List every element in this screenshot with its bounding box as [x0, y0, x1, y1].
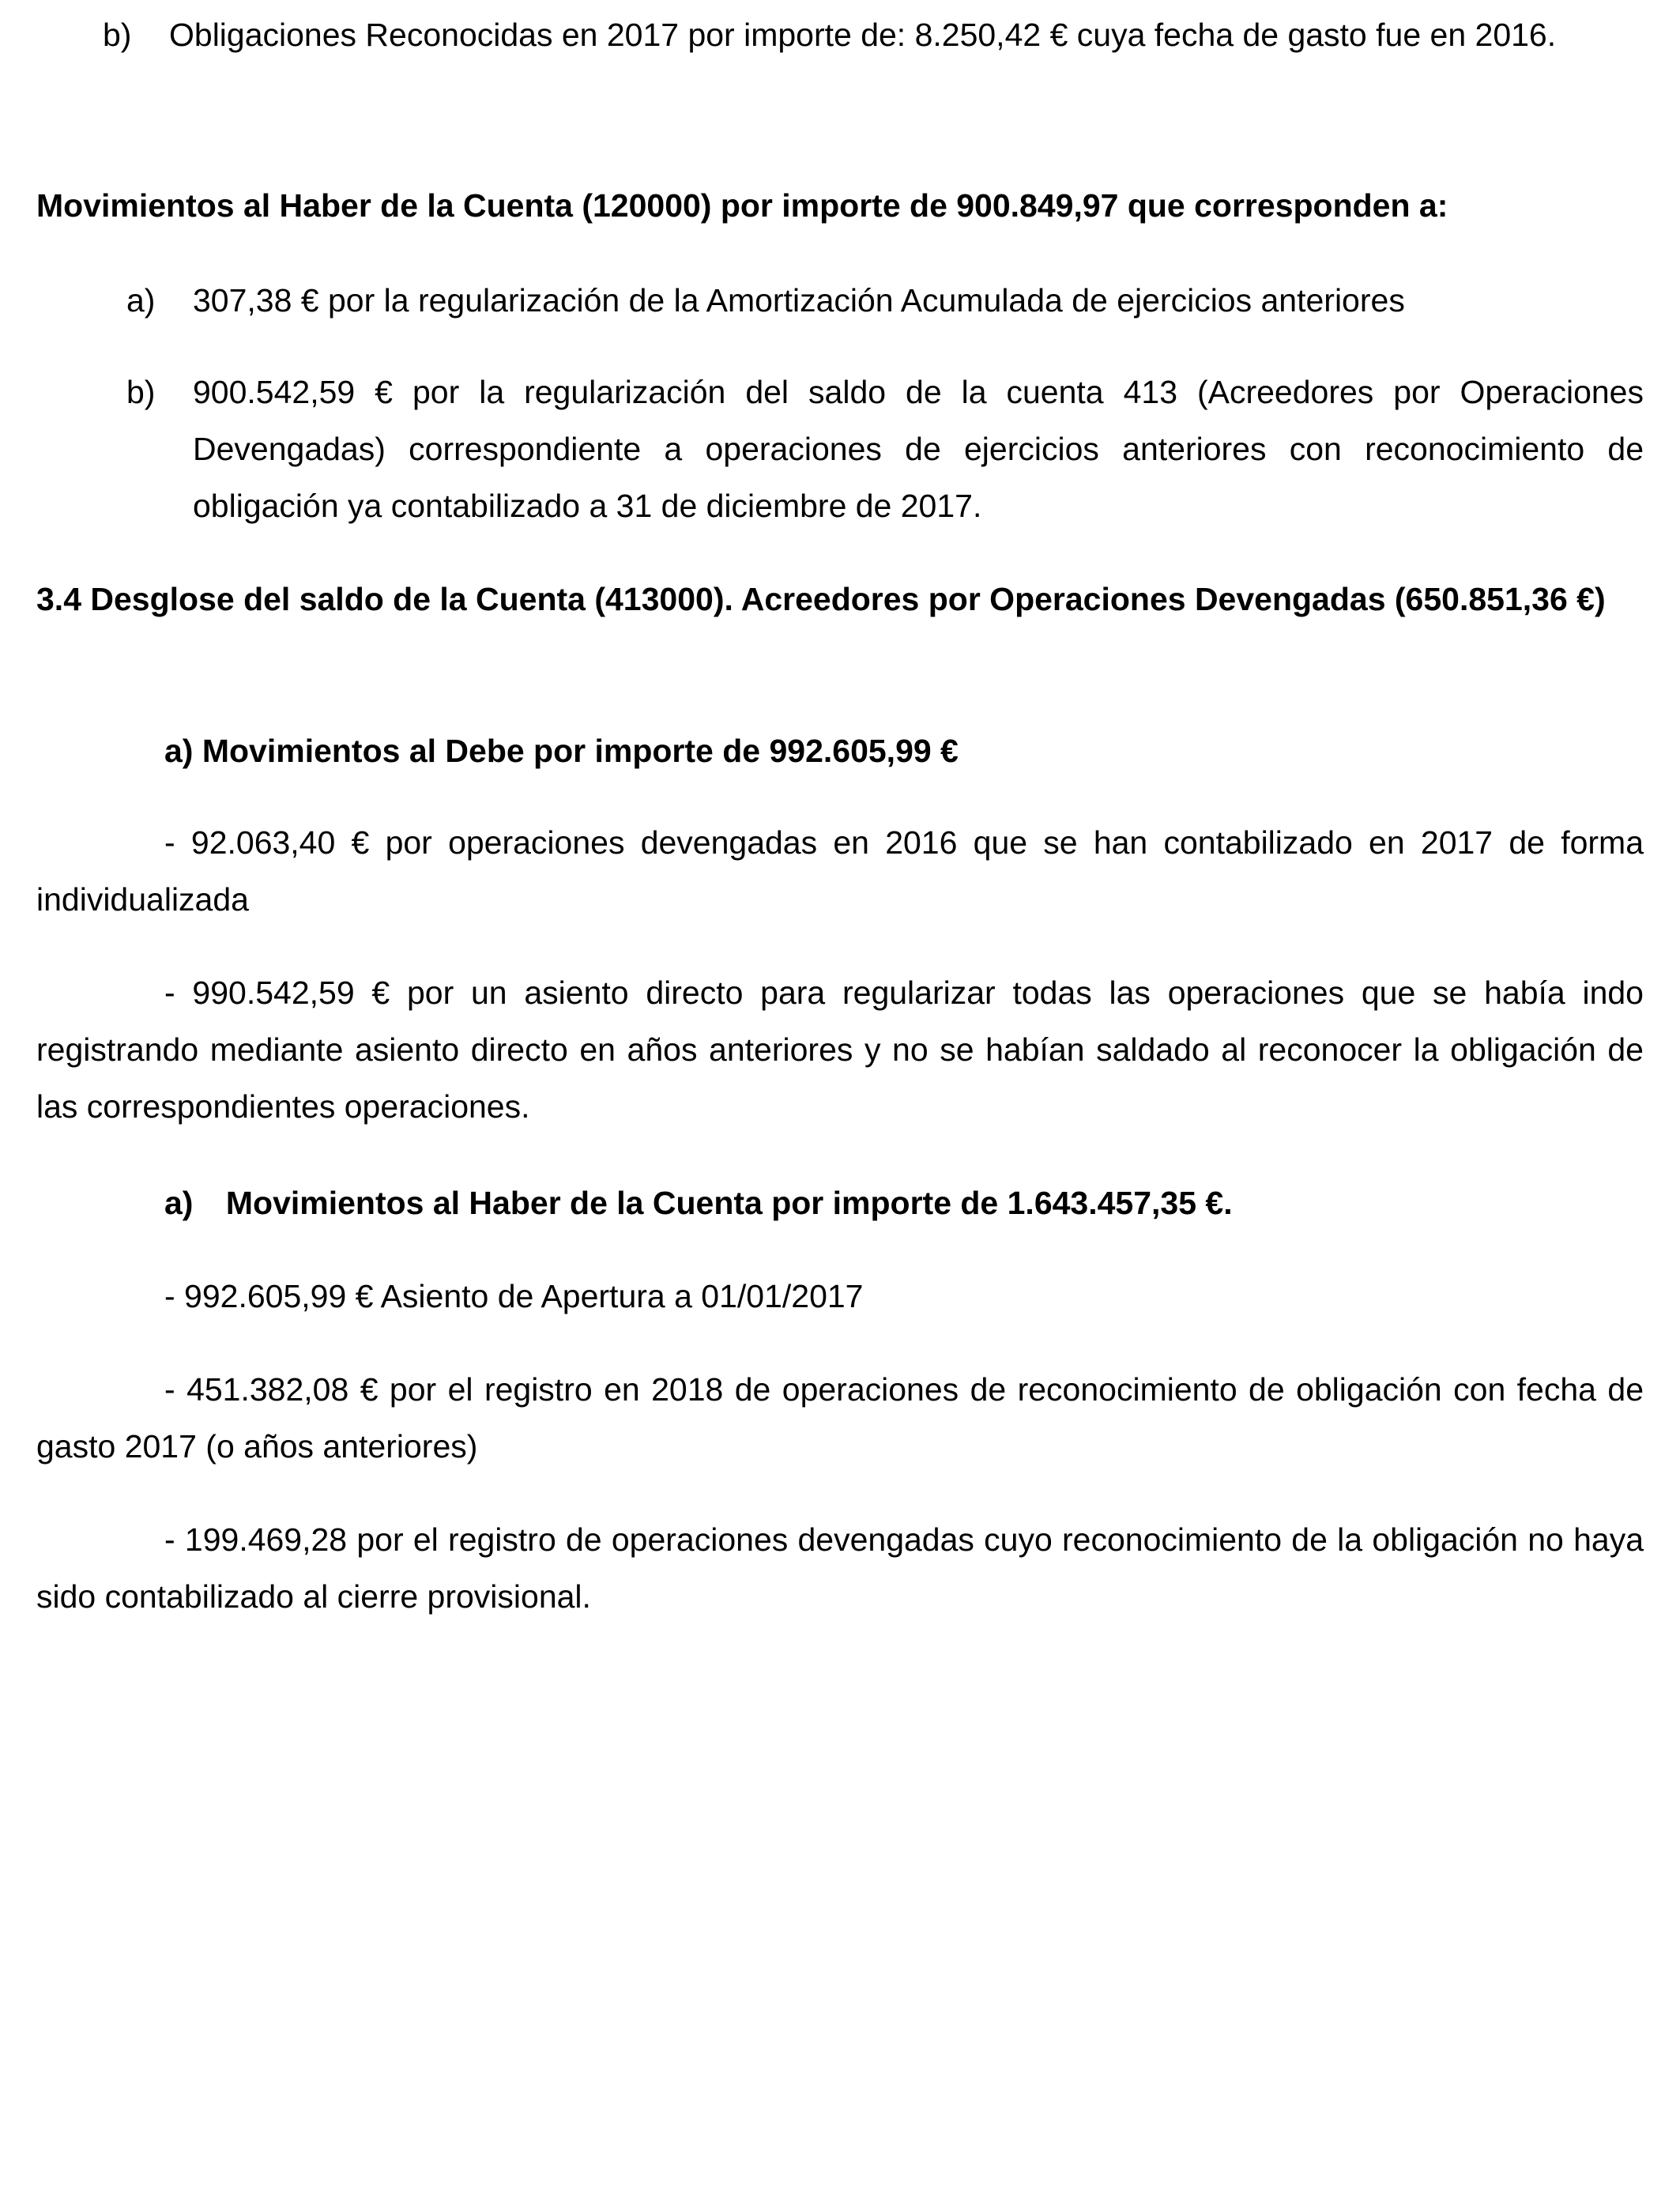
list-item-text: 307,38 € por la regularización de la Amortización Acumulada de ejercicios anteriores	[193, 282, 1405, 319]
haber2-heading-row	[164, 1174, 1644, 1231]
haber-heading: Movimientos al Haber de la Cuenta (120000) por importe de 900.849,97 que corresponden a:	[36, 187, 1448, 224]
paragraph: - 992.605,99 € Asiento de Apertura a 01/01/2017	[164, 1278, 864, 1314]
list-marker: a)	[126, 282, 156, 319]
list-item	[126, 272, 1644, 329]
list-item-text: Obligaciones Reconocidas en 2017 por importe de: 8.250,42 € cuya fecha de gasto fue en 2016.	[169, 17, 1557, 53]
paragraph: - 199.469,28 por el registro de operaciones devengadas cuyo reconocimiento de la obligación no haya sido contabilizado al cierre provisional.	[36, 1521, 1644, 1615]
paragraph: - 990.542,59 € por un asiento directo para regularizar todas las operaciones que se había indo registrando mediante asiento directo en años anteriores y no se habían saldado al reconocer la obligación de las correspondientes operaciones.	[36, 974, 1644, 1125]
list-marker: a)	[164, 1185, 194, 1221]
paragraph: - 92.063,40 € por operaciones devengadas en 2016 que se han contabilizado en 2017 de forma individualizada	[36, 824, 1644, 918]
list-marker: b)	[103, 17, 132, 53]
list-marker: b)	[126, 374, 156, 410]
debe-heading: a) Movimientos al Debe por importe de 992.605,99 €	[164, 733, 959, 769]
list-item	[126, 364, 1644, 534]
haber2-heading: Movimientos al Haber de la Cuenta por importe de 1.643.457,35 €.	[225, 1185, 1233, 1221]
paragraph: - 451.382,08 € por el registro en 2018 de operaciones de reconocimiento de obligación con fecha de gasto 2017 (o años anteriores)	[36, 1371, 1644, 1465]
list-item	[103, 6, 1644, 63]
list-item-text: 900.542,59 € por la regularización del saldo de la cuenta 413 (Acreedores por Operaciones Devengadas) correspondiente a operaciones de ejercicios anteriores con reconocimiento de obligación ya contabilizado a 31 de diciembre de 2017.	[193, 374, 1644, 524]
section-heading: 3.4 Desglose del saldo de la Cuenta (413000). Acreedores por Operaciones Devengadas (650.851,36 €)	[36, 581, 1606, 617]
